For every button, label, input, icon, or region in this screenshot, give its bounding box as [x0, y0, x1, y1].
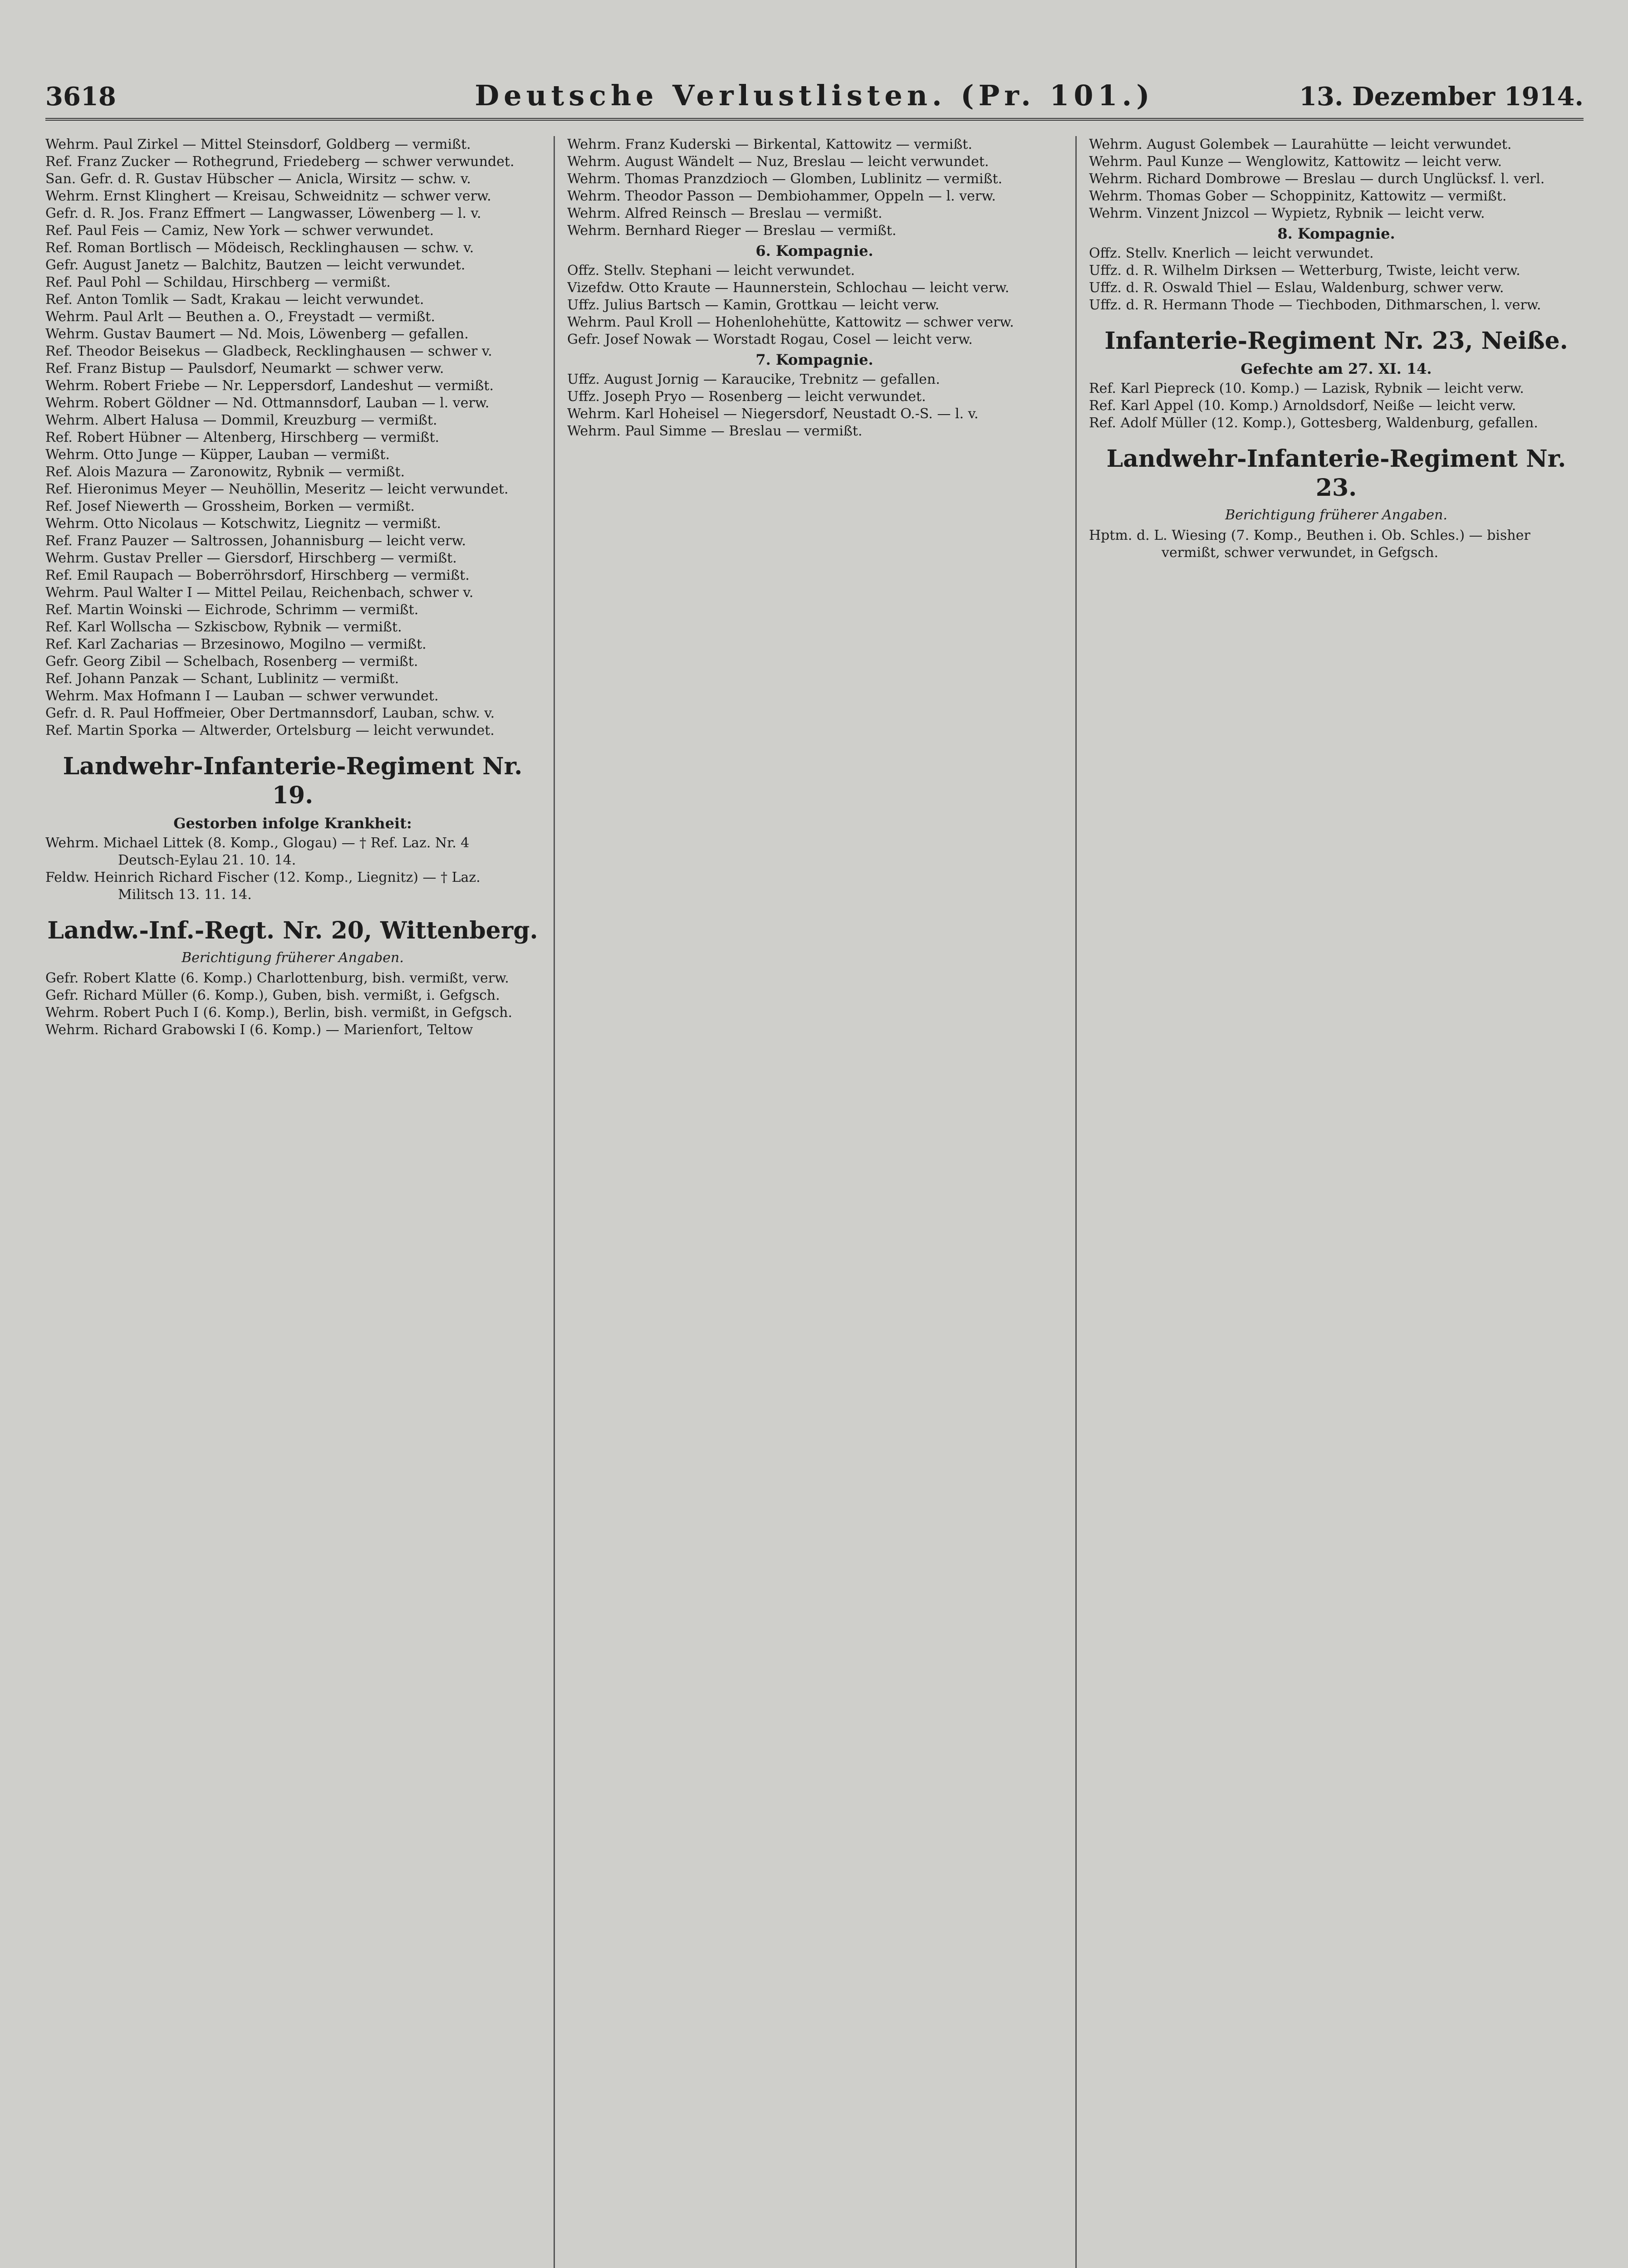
list-entry: Wehrm. Bernhard Rieger — Breslau — vermißt.	[567, 223, 897, 239]
list-entry: Wehrm. Paul Kroll — Hohenlohehütte, Kattowitz — schwer verw.	[567, 314, 1014, 330]
list-entry: Wehrm. Paul Simme — Breslau — vermißt.	[567, 423, 863, 439]
list-entry: Gefr. d. R. Paul Hoffmeier, Ober Dertmannsdorf, Lauban, schw. v.	[45, 705, 495, 721]
list-entry: Ref. Paul Feis — Camiz, New York — schwer verwundet.	[45, 223, 434, 239]
list-entry: Ref. Franz Pauzer — Saltrossen, Johannisburg — leicht verw.	[45, 533, 466, 549]
list-entry: Wehrm. Richard Grabowski I (6. Komp.) — Marienfort, Teltow	[45, 1022, 473, 1038]
page-header	[45, 73, 1584, 121]
list-entry: Gefr. Georg Zibil — Schelbach, Rosenberg — vermißt.	[45, 654, 418, 670]
list-entry: Wehrm. Thomas Pranzdzioch — Glomben, Lublinitz — vermißt.	[567, 171, 1003, 187]
list-entry: Wehrm. Albert Halusa — Dommil, Kreuzburg — vermißt.	[45, 412, 437, 428]
list-entry: Ref. Martin Sporka — Altwerder, Ortelsburg — leicht verwundet.	[45, 723, 495, 738]
masthead-title-text: Deutsche Verlustlisten.	[475, 79, 946, 112]
list-entry: Offz. Stellv. Stephani — leicht verwundet.	[567, 263, 855, 279]
list-entry: Wehrm. Gustav Baumert — Nd. Mois, Löwenberg — gefallen.	[45, 326, 469, 342]
section-subheading: Gestorben infolge Krankheit:	[173, 815, 412, 832]
list-entry: Gefr. Richard Müller (6. Komp.), Guben, bish. vermißt, i. Gefgsch.	[45, 987, 500, 1003]
list-entry: Ref. Karl Appel (10. Komp.) Arnoldsdorf, Neiße — leicht verw.	[1089, 398, 1516, 414]
section-note: Berichtigung früherer Angaben.	[181, 950, 404, 966]
list-entry: Offz. Stellv. Knerlich — leicht verwundet.	[1089, 245, 1374, 261]
list-entry: Uffz. d. R. Hermann Thode — Tiechboden, Dithmarschen, l. verw.	[1089, 297, 1541, 313]
list-entry: Deutsch-Eylau 21. 10. 14.	[118, 852, 296, 868]
section-heading: Infanterie-Regiment Nr. 23, Neiße.	[1104, 327, 1568, 355]
list-entry: Ref. Franz Zucker — Rothegrund, Friedeberg — schwer verwundet.	[45, 154, 515, 170]
list-entry: Wehrm. Gustav Preller — Giersdorf, Hirschberg — vermißt.	[45, 550, 457, 566]
list-entry: Ref. Martin Woinski — Eichrode, Schrimm — vermißt.	[45, 602, 419, 618]
list-entry: Hptm. d. L. Wiesing (7. Komp., Beuthen i. Ob. Schles.) — bisher	[1089, 528, 1530, 543]
company-heading: 6. Kompagnie.	[755, 242, 873, 259]
column-rule	[1075, 136, 1077, 2268]
list-entry: Ref. Franz Bistup — Paulsdorf, Neumarkt — schwer verw.	[45, 361, 444, 376]
list-entry: Ref. Karl Piepreck (10. Komp.) — Lazisk, Rybnik — leicht verw.	[1089, 381, 1524, 396]
section-note: Berichtigung früherer Angaben.	[1225, 507, 1447, 523]
section-heading: Landwehr-Infanterie-Regiment Nr. 23.	[1106, 445, 1566, 502]
column-rule	[554, 136, 555, 2268]
list-entry: Wehrm. Richard Dombrowe — Breslau — durch Unglücksf. l. verl.	[1089, 171, 1545, 187]
list-entry: Gefr. Josef Nowak — Worstadt Rogau, Cosel — leicht verw.	[567, 332, 973, 347]
list-entry: Wehrm. Paul Kunze — Wenglowitz, Kattowitz — leicht verw.	[1089, 154, 1502, 170]
list-entry: Wehrm. Robert Göldner — Nd. Ottmannsdorf, Lauban — l. verw.	[45, 395, 490, 411]
list-entry: Militsch 13. 11. 14.	[118, 887, 252, 903]
list-entry: Uffz. Julius Bartsch — Kamin, Grottkau — leicht verw.	[567, 297, 940, 313]
list-entry: Gefr. Robert Klatte (6. Komp.) Charlottenburg, bish. vermißt, verw.	[45, 970, 509, 986]
list-entry: Vizefdw. Otto Kraute — Haunnerstein, Schlochau — leicht verw.	[567, 280, 1010, 296]
list-entry: Feldw. Heinrich Richard Fischer (12. Komp., Liegnitz) — † Laz.	[45, 870, 481, 885]
list-entry: Wehrm. August Golembek — Laurahütte — leicht verwundet.	[1089, 137, 1512, 152]
list-entry: Ref. Josef Niewerth — Grossheim, Borken — vermißt.	[45, 499, 415, 514]
section-heading: Landw.-Inf.-Regt. Nr. 20, Wittenberg.	[47, 917, 538, 944]
list-entry: Uffz. d. R. Oswald Thiel — Eslau, Waldenburg, schwer verw.	[1089, 280, 1504, 296]
list-entry: Wehrm. Franz Kuderski — Birkental, Kattowitz — vermißt.	[567, 137, 972, 152]
list-entry: Uffz. d. R. Wilhelm Dirksen — Wetterburg, Twiste, leicht verw.	[1089, 263, 1520, 279]
list-entry: Ref. Karl Zacharias — Brzesinowo, Mogilno — vermißt.	[45, 636, 427, 652]
column-3	[1089, 136, 1584, 2268]
list-entry: Ref. Roman Bortlisch — Mödeisch, Recklinghausen — schw. v.	[45, 240, 474, 256]
list-entry: Wehrm. Paul Zirkel — Mittel Steinsdorf, Goldberg — vermißt.	[45, 137, 471, 152]
section-subheading: Gefechte am 27. XI. 14.	[1241, 360, 1432, 377]
list-entry: Ref. Hieronimus Meyer — Neuhöllin, Meseritz — leicht verwundet.	[45, 481, 509, 497]
list-entry: Ref. Adolf Müller (12. Komp.), Gottesberg, Waldenburg, gefallen.	[1089, 415, 1538, 431]
section-heading: Landwehr-Infanterie-Regiment Nr. 19.	[63, 753, 523, 809]
list-entry: Ref. Karl Wollscha — Szkiscbow, Rybnik — vermißt.	[45, 619, 402, 635]
newspaper-page	[45, 73, 1584, 2268]
list-entry: Ref. Johann Panzak — Schant, Lublinitz — vermißt.	[45, 671, 399, 687]
list-entry: San. Gefr. d. R. Gustav Hübscher — Anicla, Wirsitz — schw. v.	[45, 171, 471, 187]
list-entry: Wehrm. Alfred Reinsch — Breslau — vermißt.	[567, 205, 883, 221]
list-entry: Wehrm. Theodor Passon — Dembiohammer, Oppeln — l. verw.	[567, 188, 996, 204]
company-heading: 7. Kompagnie.	[755, 351, 873, 368]
list-entry: Wehrm. Otto Nicolaus — Kotschwitz, Liegnitz — vermißt.	[45, 516, 441, 532]
list-entry: Wehrm. Michael Littek (8. Komp., Glogau) — † Ref. Laz. Nr. 4	[45, 835, 470, 851]
issue-date: 13. Dezember 1914.	[1299, 82, 1584, 112]
list-entry: Wehrm. Vinzent Jnizcol — Wypietz, Rybnik — leicht verw.	[1089, 205, 1485, 221]
list-entry: Wehrm. Robert Friebe — Nr. Leppersdorf, Landeshut — vermißt.	[45, 378, 494, 394]
list-entry: Ref. Robert Hübner — Altenberg, Hirschberg — vermißt.	[45, 430, 440, 445]
list-entry: Uffz. Joseph Pryo — Rosenberg — leicht verwundet.	[567, 389, 926, 405]
list-entry: Wehrm. Otto Junge — Küpper, Lauban — vermißt.	[45, 447, 390, 463]
issue-number: (Pr. 101.)	[961, 79, 1154, 112]
list-entry: Wehrm. Max Hofmann I — Lauban — schwer verwundet.	[45, 688, 439, 704]
list-entry: Ref. Theodor Beisekus — Gladbeck, Recklinghausen — schwer v.	[45, 343, 492, 359]
list-entry: Wehrm. August Wändelt — Nuz, Breslau — leicht verwundet.	[567, 154, 989, 170]
list-entry: Wehrm. Paul Arlt — Beuthen a. O., Freystadt — vermißt.	[45, 309, 435, 325]
list-entry: Wehrm. Karl Hoheisel — Niegersdorf, Neustadt O.-S. — l. v.	[567, 406, 979, 422]
entry-list	[45, 136, 540, 739]
column-1	[45, 136, 540, 2268]
list-entry: Wehrm. Paul Walter I — Mittel Peilau, Reichenbach, schwer v.	[45, 585, 474, 601]
list-entry: vermißt, schwer verwundet, in Gefgsch.	[1162, 545, 1439, 561]
company-heading: 8. Kompagnie.	[1277, 225, 1395, 242]
list-entry: Gefr. August Janetz — Balchitz, Bautzen — leicht verwundet.	[45, 257, 466, 273]
column-2	[567, 136, 1062, 2268]
list-entry: Ref. Alois Mazura — Zaronowitz, Rybnik — vermißt.	[45, 464, 405, 480]
page-number: 3618	[45, 82, 116, 112]
list-entry: Gefr. d. R. Jos. Franz Effmert — Langwasser, Löwenberg — l. v.	[45, 205, 481, 221]
list-entry: Wehrm. Thomas Gober — Schoppinitz, Kattowitz — vermißt.	[1089, 188, 1507, 204]
list-entry: Wehrm. Robert Puch I (6. Komp.), Berlin, bish. vermißt, in Gefgsch.	[45, 1005, 513, 1021]
list-entry: Wehrm. Ernst Klinghert — Kreisau, Schweidnitz — schwer verw.	[45, 188, 491, 204]
list-entry: Ref. Paul Pohl — Schildau, Hirschberg — vermißt.	[45, 274, 391, 290]
list-entry: Ref. Emil Raupach — Boberröhrsdorf, Hirschberg — vermißt.	[45, 567, 470, 583]
list-entry: Uffz. August Jornig — Karaucike, Trebnitz — gefallen.	[567, 371, 940, 387]
list-entry: Ref. Anton Tomlik — Sadt, Krakau — leicht verwundet.	[45, 292, 424, 308]
